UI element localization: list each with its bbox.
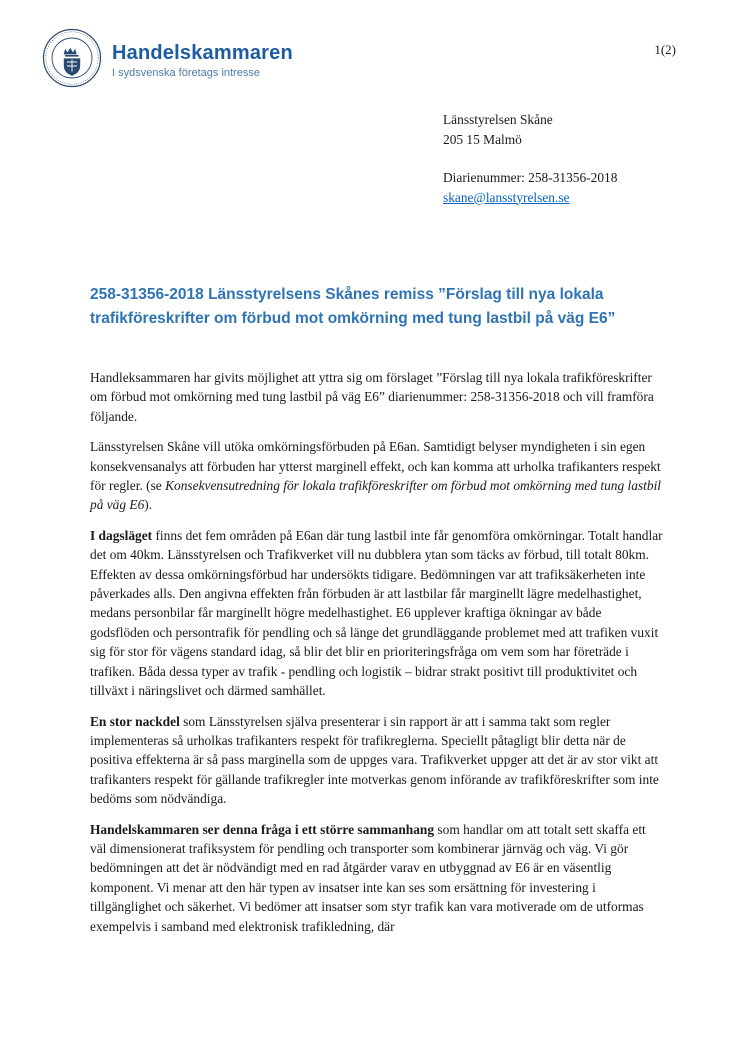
text-run: finns det fem områden på E6an där tung lastbil inte får genomföra omkörningar. Totalt handlar det om 40km. Länsstyrelsen och Trafikverket vill nu dubblera ytan som täcks av förbud, till totalt 80km. Effekten av dessa omkörningsförbud har undersökts tidigare. Bedömningen var att trafiksäkerheten inte påverkades alls. Den angivna effekten från förbuden är att lastbilar får marginellt lägre medelhastighet, medans personbilar får marginellt högre medelhastighet. E6 upplever kraftiga ökningar av både godsflöden och persontrafik för pendling och så länge det grundläggande problemet med att trafiken vuxit sig för stor för vägens standard idag, så blir det blir en prioriteringsfråga om vem som har företräde i trafiken. Båda dessa typer av trafik - pendling och logistik – bidrar strakt positivt till produktivitet och tillväxt i näringslivet och därmed samhället.: [90, 527, 663, 699]
recipient-postal: 205 15 Malmö: [443, 131, 522, 147]
text-run: I dagsläget: [90, 527, 153, 543]
document-body: [90, 368, 664, 947]
letterhead: [42, 28, 293, 88]
text-run: ).: [144, 497, 153, 513]
text-run: Handleksammaren har givits möjlighet att yttra sig om förslaget ”Förslag till nya lokala trafikföreskrifter om förbud mot omkörning med tung lastbil på väg E6” diarienummer: 258-31356-2018 och vill framföra följande.: [90, 370, 654, 424]
text-run: som Länsstyrelsen själva presenterar i sin rapport är att i samma takt som regler implementeras så urholkas trafikanters respekt för trafikreglerna. Speciellt påtagligt blir detta när de positiva effekterna är så pass marginella som de uppges vara. Trafikverket uppger att det är av stor vikt att trafikanters respekt för gällande trafikregler inte motverkas genom införande av trafikföreskrifter som inte bedöms som nödvändiga.: [90, 713, 659, 807]
text-run: Handelskammaren ser denna fråga i ett större sammanhang: [90, 821, 435, 837]
body-paragraph: [90, 820, 664, 936]
brand-tagline: I sydsvenska företags intresse: [112, 66, 260, 79]
body-paragraph: [90, 437, 664, 515]
text-run: Länsstyrelsen Skåne vill utöka omkörningsförbuden på E6an. Samtidigt belyser myndigheten i sin egen konsekvensanalys att förbuden har ytterst marginell effekt, och kan komma att urholka trafikanters respekt för regler. (se: [90, 439, 661, 494]
brand-text-block: [112, 38, 293, 79]
recipient-block: [443, 110, 617, 207]
recipient-email-link[interactable]: skane@lansstyrelsen.se: [443, 189, 570, 205]
recipient-name: Länsstyrelsen Skåne: [443, 112, 553, 127]
handelskammaren-seal-icon: [42, 28, 102, 88]
spacer: [443, 149, 617, 168]
text-run: En stor nackdel: [90, 713, 180, 729]
text-run: som handlar om att totalt sett skaffa ett väl dimensionerat trafiksystem för pendling och transporter som kombinerar järnväg och väg. Vi gör bedömningen att det är nödvändigt med en rad åtgärder varav en utbyggnad av E6 är en väsentlig komponent. Vi menar att den här typen av insatser inte kan ses som ersättning för investering i tillgänglighet och säkerhet. Vi bedömer att insatser som styr trafik kan vara motiverade om de utformas exempelvis i samband med elektronisk trafikledning, där: [90, 821, 646, 934]
body-paragraph: [90, 526, 664, 701]
body-paragraph: [90, 368, 664, 426]
text-run: Konsekvensutredning för lokala trafikföreskrifter om förbud mot omkörning med tung lastbil på väg E6: [90, 478, 662, 513]
document-title: 258-31356-2018 Länsstyrelsens Skånes remiss ”Förslag till nya lokala trafikföreskrifter om förbud mot omkörning med tung lastbil på väg E6”: [90, 286, 616, 327]
body-paragraph: [90, 712, 664, 809]
brand-name: Handelskammaren: [112, 41, 293, 64]
diarienummer: Diarienummer: 258-31356-2018: [443, 170, 618, 185]
page-number: 1(2): [654, 42, 676, 57]
